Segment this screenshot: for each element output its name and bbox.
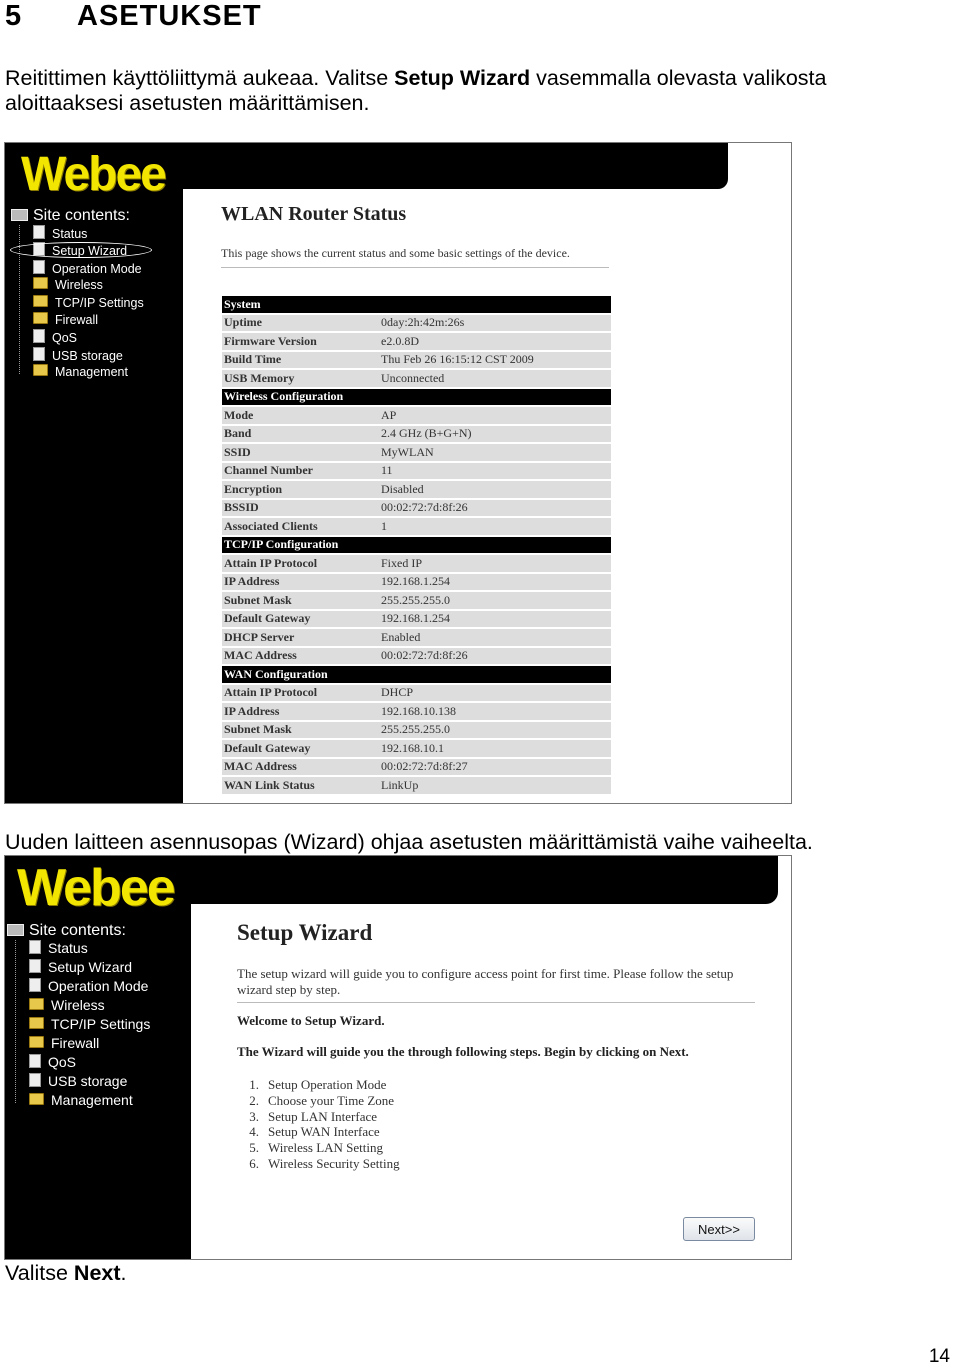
row-value: e2.0.8D — [379, 333, 611, 350]
wizard-step: 2. Choose your Time Zone — [249, 1092, 395, 1108]
nav-item-label: Wireless — [55, 278, 103, 293]
section-title: WAN Configuration — [222, 666, 611, 683]
table-row — [222, 740, 611, 757]
nav-item-tcp-ip-settings[interactable] — [33, 295, 144, 312]
table-row — [222, 629, 611, 646]
row-value: LinkUp — [379, 777, 611, 794]
row-label: Uptime — [222, 315, 379, 332]
table-row — [222, 500, 611, 517]
nav-item-usb-storage[interactable] — [29, 1073, 150, 1092]
nav-item-label: USB storage — [52, 348, 123, 363]
folder-icon — [33, 295, 48, 307]
nav-item-label: Operation Mode — [48, 978, 149, 994]
row-label: Attain IP Protocol — [222, 555, 379, 572]
section-heading — [5, 0, 262, 33]
folder-icon — [33, 364, 48, 376]
document-icon — [29, 1073, 41, 1087]
site-contents-nav — [33, 207, 144, 382]
row-value: Unconnected — [379, 370, 611, 387]
row-label: Subnet Mask — [222, 722, 379, 739]
closing-bold-next: Next — [73, 1261, 121, 1285]
row-value: 00:02:72:7d:8f:27 — [379, 759, 611, 776]
next-button[interactable]: Next>> — [683, 1217, 755, 1241]
row-label: WAN Link Status — [222, 777, 379, 794]
document-icon — [33, 347, 45, 361]
section-header-tcp-ip-configuration — [222, 537, 611, 554]
row-label: Subnet Mask — [222, 592, 379, 609]
wizard-description: Uuden laitteen asennusopas (Wizard) ohjaa asetusten määrittämistä vaihe vaiheelta. — [5, 830, 813, 854]
divider — [237, 1002, 755, 1003]
document-icon — [29, 978, 41, 992]
nav-item-management[interactable] — [33, 364, 144, 381]
row-value: MyWLAN — [379, 444, 611, 461]
section-title: ASETUKSET — [77, 0, 262, 32]
nav-item-usb-storage[interactable] — [33, 347, 144, 364]
table-row — [222, 574, 611, 591]
row-label: Mode — [222, 407, 379, 424]
nav-item-label: TCP/IP Settings — [55, 295, 144, 310]
table-row — [222, 315, 611, 332]
document-icon — [29, 940, 41, 954]
nav-item-firewall[interactable] — [33, 312, 144, 329]
row-label: USB Memory — [222, 370, 379, 387]
welcome-text: Welcome to Setup Wizard. — [237, 1013, 385, 1028]
row-value: 192.168.1.254 — [379, 574, 611, 591]
document-icon — [29, 959, 41, 973]
document-icon — [29, 1054, 41, 1068]
nav-item-wireless[interactable] — [29, 997, 150, 1016]
row-label: DHCP Server — [222, 629, 379, 646]
row-value: 255.255.255.0 — [379, 592, 611, 609]
row-label: Channel Number — [222, 463, 379, 480]
folder-icon — [29, 998, 44, 1010]
nav-item-status[interactable] — [29, 940, 150, 959]
table-row — [222, 555, 611, 572]
page-description: The setup wizard will guide you to configure access point for first time. Please follow the setup wizard step by step. — [237, 966, 734, 997]
document-icon — [33, 329, 45, 343]
row-label: Associated Clients — [222, 518, 379, 535]
intro-text: Reitittimen käyttöliittymä aukeaa. Valitse — [5, 66, 395, 90]
row-label: IP Address — [222, 703, 379, 720]
nav-item-label: Setup Wizard — [52, 244, 128, 259]
folder-icon — [33, 312, 48, 324]
nav-item-status[interactable] — [33, 225, 144, 242]
row-value: 00:02:72:7d:8f:26 — [379, 500, 611, 517]
wizard-step: 3. Setup LAN Interface — [249, 1108, 378, 1124]
router-status-screenshot — [4, 142, 792, 804]
guide-text: The Wizard will guide you the through following steps. Begin by clicking on Next. — [237, 1044, 689, 1059]
nav-item-label: Management — [55, 365, 128, 380]
site-contents-nav — [29, 922, 150, 1111]
page-number: 14 — [928, 1346, 950, 1367]
row-label: Firmware Version — [222, 333, 379, 350]
row-value: Thu Feb 26 16:15:12 CST 2009 — [379, 352, 611, 369]
row-value: 192.168.10.1 — [379, 740, 611, 757]
nav-item-label: Firewall — [51, 1035, 100, 1051]
divider — [221, 267, 609, 268]
row-label: Attain IP Protocol — [222, 685, 379, 702]
table-row — [222, 685, 611, 702]
nav-item-label: Setup Wizard — [48, 959, 133, 975]
wizard-step: 5. Wireless LAN Setting — [249, 1140, 384, 1156]
table-row — [222, 518, 611, 535]
nav-item-firewall[interactable] — [29, 1035, 150, 1054]
nav-item-label: QoS — [52, 331, 78, 346]
folder-icon — [29, 1017, 44, 1029]
row-value: Fixed IP — [379, 555, 611, 572]
nav-item-operation-mode[interactable] — [33, 260, 144, 277]
nav-item-label: Management — [51, 1092, 133, 1108]
nav-title: Site contents: — [33, 207, 144, 225]
nav-item-management[interactable] — [29, 1092, 150, 1111]
row-label: Build Time — [222, 352, 379, 369]
status-content — [221, 203, 621, 268]
row-value: 255.255.255.0 — [379, 722, 611, 739]
wizard-steps-list — [237, 1077, 757, 1172]
row-value: 1 — [379, 518, 611, 535]
computer-icon — [11, 209, 28, 221]
table-row — [222, 722, 611, 739]
table-row — [222, 777, 611, 794]
row-label: MAC Address — [222, 759, 379, 776]
section-title: Wireless Configuration — [222, 389, 611, 406]
nav-item-tcp-ip-settings[interactable] — [29, 1016, 150, 1035]
row-label: BSSID — [222, 500, 379, 517]
row-value: 0day:2h:42m:26s — [379, 315, 611, 332]
row-value: 192.168.1.254 — [379, 611, 611, 628]
nav-item-label: QoS — [48, 1054, 77, 1070]
row-value: 11 — [379, 463, 611, 480]
row-label: Encryption — [222, 481, 379, 498]
status-table — [222, 294, 611, 796]
closing-instruction: Valitse Next. — [5, 1261, 127, 1285]
table-row — [222, 352, 611, 369]
document-icon — [33, 260, 45, 274]
folder-icon — [33, 277, 48, 289]
table-row — [222, 407, 611, 424]
table-row — [222, 759, 611, 776]
nav-list — [29, 940, 150, 1111]
nav-title: Site contents: — [29, 922, 150, 940]
webee-logo: Webee — [21, 148, 165, 201]
page-title: Setup Wizard — [237, 920, 373, 945]
row-label: Band — [222, 426, 379, 443]
page-title: WLAN Router Status — [221, 203, 407, 225]
table-row — [222, 370, 611, 387]
folder-icon — [29, 1093, 44, 1105]
section-header-wireless-configuration — [222, 389, 611, 406]
row-label: SSID — [222, 444, 379, 461]
wizard-step: 4. Setup WAN Interface — [249, 1124, 380, 1140]
row-label: MAC Address — [222, 648, 379, 665]
nav-item-label: Status — [48, 940, 88, 956]
document-icon — [33, 225, 45, 239]
table-row — [222, 611, 611, 628]
setup-wizard-highlight-circle — [10, 242, 152, 258]
table-row — [222, 333, 611, 350]
row-value: 2.4 GHz (B+G+N) — [379, 426, 611, 443]
row-label: Default Gateway — [222, 740, 379, 757]
intro-bold-setup-wizard: Setup Wizard — [394, 66, 531, 90]
row-label: IP Address — [222, 574, 379, 591]
row-value: AP — [379, 407, 611, 424]
section-header-wan-configuration — [222, 666, 611, 683]
row-value: Disabled — [379, 481, 611, 498]
section-title: TCP/IP Configuration — [222, 537, 611, 554]
nav-item-operation-mode[interactable] — [29, 978, 150, 997]
row-label: Default Gateway — [222, 611, 379, 628]
nav-item-setup-wizard[interactable] — [29, 959, 150, 978]
webee-logo: Webee — [17, 859, 174, 917]
wizard-step: 6. Wireless Security Setting — [249, 1155, 400, 1171]
nav-item-qos[interactable] — [33, 329, 144, 346]
folder-icon — [29, 1036, 44, 1048]
nav-item-label: TCP/IP Settings — [51, 1016, 151, 1032]
nav-item-label: USB storage — [48, 1073, 128, 1089]
row-value: 00:02:72:7d:8f:26 — [379, 648, 611, 665]
table-row — [222, 426, 611, 443]
table-row — [222, 703, 611, 720]
intro-text-line2: aloittaaksesi asetusten määrittämisen. — [5, 91, 370, 115]
intro-paragraph — [5, 66, 827, 116]
intro-text-end: vasemmalla olevasta valikosta — [530, 66, 827, 90]
nav-item-qos[interactable] — [29, 1054, 150, 1073]
table-row — [222, 592, 611, 609]
nav-item-label: Status — [52, 227, 88, 241]
section-header-system — [222, 296, 611, 313]
nav-item-label: Firewall — [55, 312, 99, 327]
page-description: This page shows the current status and some basic settings of the device. — [221, 246, 570, 260]
row-value: 192.168.10.138 — [379, 703, 611, 720]
row-value: Enabled — [379, 629, 611, 646]
section-title: System — [222, 296, 611, 313]
setup-wizard-screenshot — [4, 855, 792, 1260]
table-row — [222, 444, 611, 461]
computer-icon — [7, 924, 24, 936]
section-number: 5 — [5, 0, 23, 32]
row-value: DHCP — [379, 685, 611, 702]
wizard-step: 1. Setup Operation Mode — [249, 1077, 387, 1092]
nav-item-label: Wireless — [51, 997, 105, 1013]
nav-item-wireless[interactable] — [33, 277, 144, 294]
wizard-content — [237, 920, 757, 1172]
table-row — [222, 463, 611, 480]
table-row — [222, 648, 611, 665]
table-row — [222, 481, 611, 498]
nav-item-label: Operation Mode — [52, 261, 142, 276]
